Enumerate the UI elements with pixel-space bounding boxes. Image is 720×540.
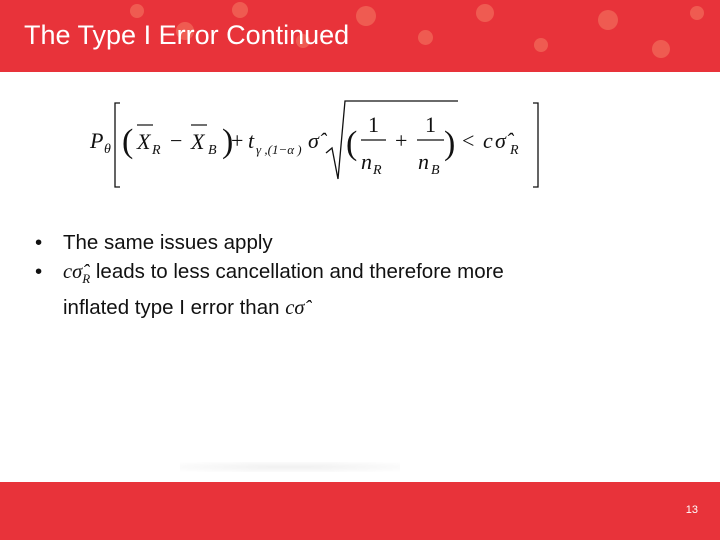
formula-xb-sub: B bbox=[208, 143, 217, 158]
probability-formula bbox=[80, 95, 550, 195]
formula-nb: n bbox=[418, 149, 429, 174]
decorative-dot bbox=[232, 2, 248, 18]
footer-bar bbox=[0, 482, 720, 540]
formula-plus-2: + bbox=[395, 128, 408, 153]
title-bar bbox=[0, 0, 720, 72]
slide-title: The Type I Error Continued bbox=[24, 20, 350, 50]
bullet-list bbox=[32, 228, 632, 323]
formula-p: P bbox=[90, 128, 104, 153]
formula-xr: X bbox=[137, 129, 151, 154]
formula-t-sub: γ ,(1−α ) bbox=[256, 142, 302, 157]
formula-paren-left-2: ( bbox=[346, 125, 358, 162]
formula-sigma-hat: σ̂ bbox=[308, 128, 319, 153]
formula-c: c bbox=[483, 128, 493, 153]
bullet-marker: • bbox=[35, 260, 43, 283]
decorative-dot bbox=[356, 6, 376, 26]
decorative-dot bbox=[652, 40, 670, 58]
formula-plus: + bbox=[231, 128, 244, 153]
bullet-text: leads to less cancellation and therefore more bbox=[95, 260, 504, 283]
page-number: 13 bbox=[685, 504, 698, 516]
formula-paren-right-2: ) bbox=[444, 125, 456, 162]
decorative-dot bbox=[476, 4, 494, 22]
decorative-dot bbox=[130, 4, 144, 18]
bullet-text-continued: inflated type I error than bbox=[63, 296, 280, 320]
bullet-item bbox=[32, 228, 632, 257]
formula-less-than: < bbox=[462, 128, 475, 153]
formula-p-sub: θ bbox=[104, 142, 111, 157]
formula-bracket-right bbox=[533, 103, 538, 187]
decorative-dot bbox=[690, 6, 704, 20]
formula-one-2: 1 bbox=[425, 112, 436, 137]
decorative-dot bbox=[418, 30, 433, 45]
bullet-marker: • bbox=[35, 231, 43, 254]
formula-minus: − bbox=[170, 128, 183, 153]
bullet-math-sub: R bbox=[82, 271, 91, 287]
slide-shadow bbox=[180, 462, 400, 472]
formula-nb-sub: B bbox=[431, 163, 440, 178]
bullet-text: The same issues apply bbox=[63, 231, 273, 254]
formula-paren-right: ) bbox=[222, 123, 234, 160]
bullet-item bbox=[32, 257, 632, 323]
decorative-dot bbox=[598, 10, 618, 30]
formula-bracket-left bbox=[115, 103, 120, 187]
formula-xb: X bbox=[191, 129, 205, 154]
decorative-dot bbox=[534, 38, 548, 52]
formula-nr: n bbox=[361, 149, 372, 174]
formula-xr-sub: R bbox=[152, 143, 161, 158]
formula-nr-sub: R bbox=[373, 163, 382, 178]
formula-sigma-hat-2: σ̂ bbox=[495, 128, 506, 153]
formula-one-1: 1 bbox=[368, 112, 379, 137]
bullet-math: cσ̂ bbox=[63, 261, 83, 283]
bullet-math-2: cσ̂ bbox=[285, 297, 305, 320]
formula-sigma-sub: R bbox=[510, 143, 519, 158]
formula-t: t bbox=[248, 128, 255, 153]
formula-paren-left: ( bbox=[122, 123, 134, 160]
